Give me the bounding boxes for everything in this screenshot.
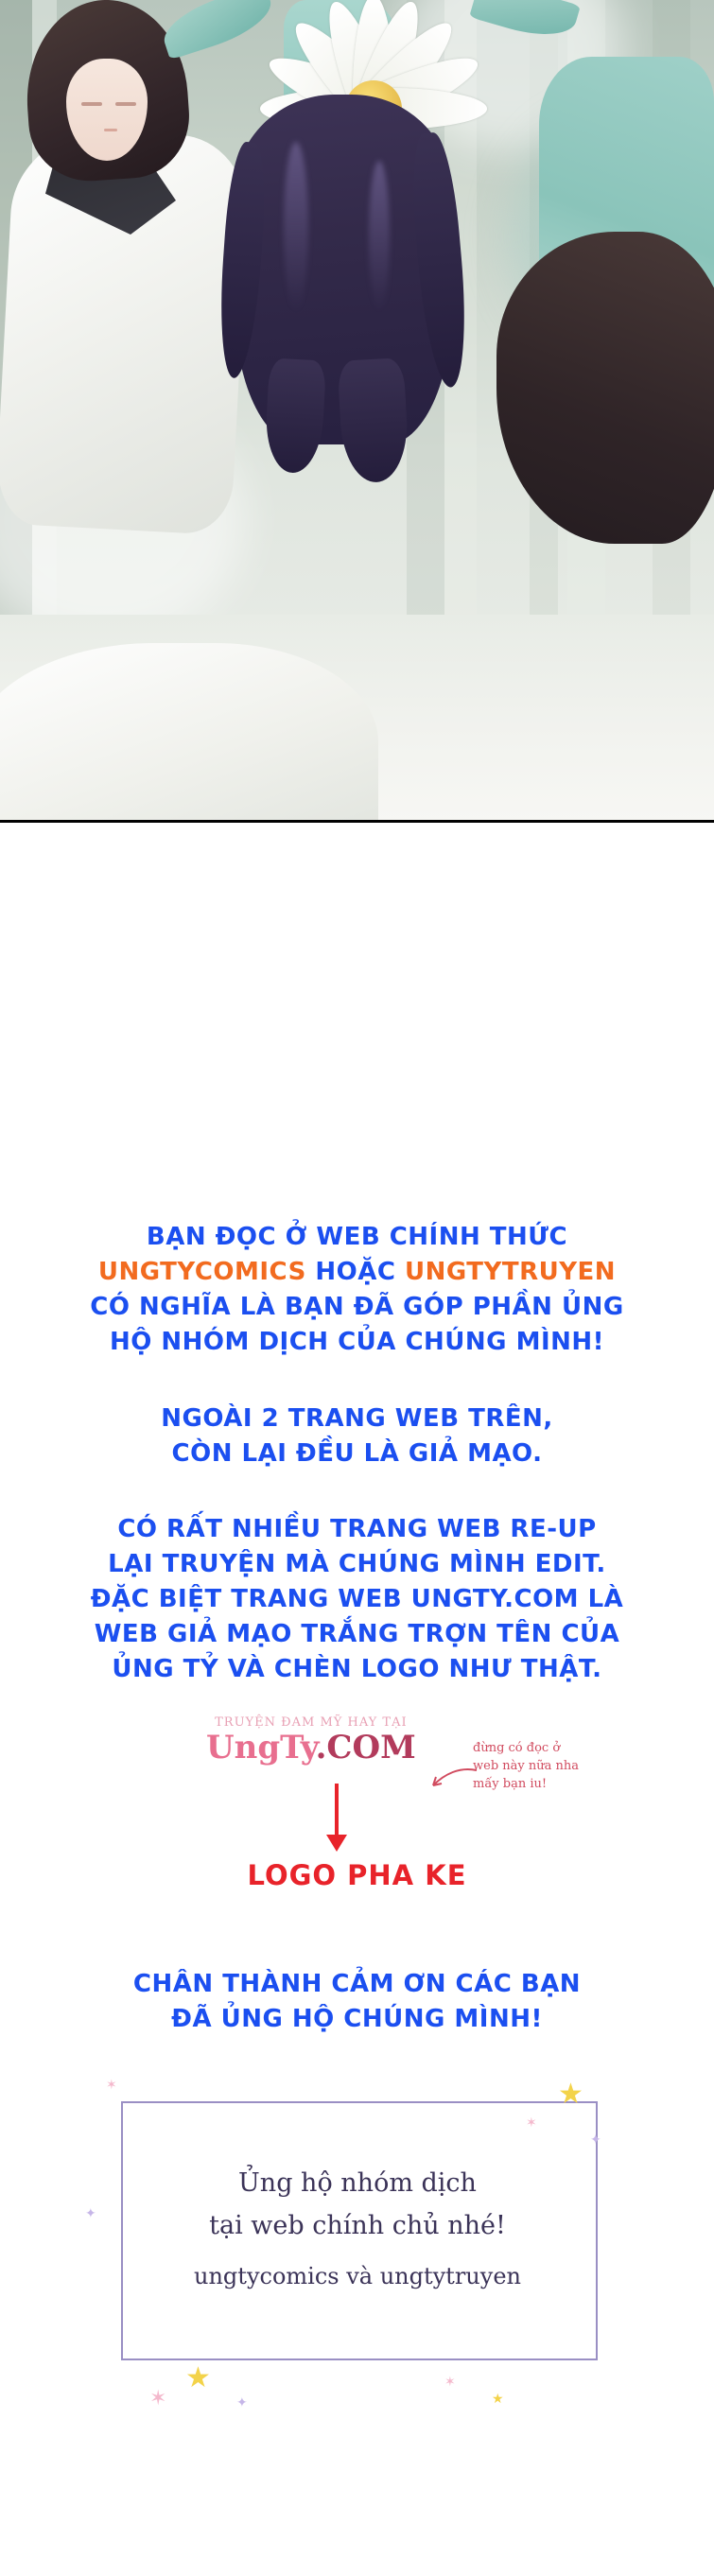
support-box-text <box>121 2101 594 2357</box>
conjunction-hoac: HOẶC <box>305 1257 406 1286</box>
fake-logo-tagline: TRUYỆN ĐAM MỸ HAY TẠI <box>215 1714 408 1730</box>
notice-line: ĐẶC BIỆT TRANG WEB UNGTY.COM LÀ <box>90 1585 624 1614</box>
fake-logo-name-part1: UngTy <box>206 1728 316 1767</box>
notice-line-official-sites <box>0 1255 714 1290</box>
support-box-area <box>0 2075 714 2472</box>
figure-left-skirt <box>0 643 378 823</box>
side-note-line: web này nữa nha <box>473 1758 579 1773</box>
thanks-line: CHÂN THÀNH CẢM ƠN CÁC BẠN <box>132 1969 582 1998</box>
star-decoration-icon: ★ <box>558 2077 583 2111</box>
notice-line: CÓ RẤT NHIỀU TRANG WEB RE-UP <box>117 1515 597 1544</box>
sparkle-decoration-icon: ✶ <box>444 2374 456 2390</box>
side-note-line: mấy bạn iu! <box>473 1776 548 1791</box>
side-note-line: đừng có đọc ở <box>473 1740 561 1755</box>
notice-line: CÓ NGHĨA LÀ BẠN ĐÃ GÓP PHẦN ỦNG <box>90 1292 624 1321</box>
site-ungtytruyen: UNGTYTRUYEN <box>405 1257 617 1286</box>
notice-line: LẠI TRUYỆN MÀ CHÚNG MÌNH EDIT. <box>108 1550 606 1579</box>
notice-line: ỦNG TỶ VÀ CHÈN LOGO NHƯ THẬT. <box>112 1655 602 1684</box>
support-line: tại web chính chủ nhé! <box>209 2210 506 2240</box>
sparkle-decoration-icon: ✶ <box>106 2077 117 2093</box>
notice-block-3 <box>0 1512 714 1687</box>
site-ungtycomics: UNGTYCOMICS <box>97 1257 306 1286</box>
sparkle-decoration-icon: ✶ <box>149 2386 167 2411</box>
support-line: Ủng hộ nhóm dịch <box>238 2167 477 2198</box>
sparkle-decoration-icon: ✦ <box>236 2394 248 2411</box>
notice-line: BẠN ĐỌC Ở WEB CHÍNH THỨC <box>146 1223 568 1251</box>
support-line-sites: ungtycomics và ungtytruyen <box>194 2262 521 2289</box>
thanks-line: ĐÃ ỦNG HỘ CHÚNG MÌNH! <box>171 2004 543 2033</box>
notice-block-2 <box>0 1401 714 1471</box>
sparkle-decoration-icon: ✶ <box>526 2115 537 2131</box>
fake-logo-name <box>206 1728 416 1767</box>
fake-logo-label: LOGO PHA KE <box>247 1858 467 1891</box>
fake-logo <box>206 1714 416 1767</box>
notice-line: NGOÀI 2 TRANG WEB TRÊN, <box>161 1403 553 1433</box>
down-arrow-shaft-icon <box>335 1784 339 1838</box>
notice-block-1 <box>0 1220 714 1360</box>
thanks-block <box>0 1967 714 2037</box>
star-decoration-icon: ★ <box>185 2360 211 2394</box>
notice-line: HỘ NHÓM DỊCH CỦA CHÚNG MÌNH! <box>109 1327 604 1356</box>
star-decoration-icon: ★ <box>492 2391 504 2407</box>
sparkle-decoration-icon: ✦ <box>85 2205 96 2221</box>
sparkle-decoration-icon: ✦ <box>590 2132 601 2148</box>
curved-arrow-icon <box>427 1765 479 1793</box>
fake-logo-name-part2: .COM <box>315 1728 416 1767</box>
notice-line: CÒN LẠI ĐỀU LÀ GIẢ MẠO. <box>171 1438 543 1468</box>
side-warning-note <box>473 1740 615 1794</box>
comic-artwork-panel <box>0 0 714 823</box>
down-arrow-head-icon <box>326 1835 347 1852</box>
translator-notice <box>0 823 714 2472</box>
fake-logo-callout <box>0 1715 714 1933</box>
notice-line: WEB GIẢ MẠO TRẮNG TRỢN TÊN CỦA <box>94 1620 620 1649</box>
